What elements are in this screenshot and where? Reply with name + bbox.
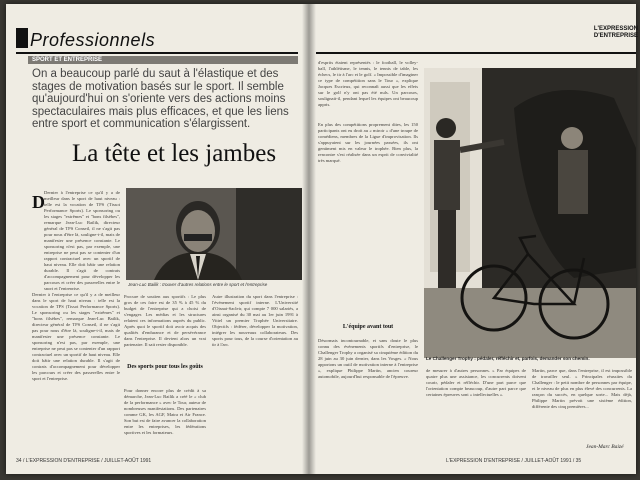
left-page-footer: 34 / L'EXPRESSION D'ENTREPRISE / JUILLET-AOÛT 1991 [16,458,152,464]
rubric-title: Professionnels [30,30,156,50]
cyclist-illustration [424,68,636,358]
portrait-photo [126,188,302,280]
right-column-4: de mesurer à d'autres personnes. » Par équipes de quatre plus une assistance, les concurrents doivent courir, pédaler et réfléchir. D'une part parce que l'orientation compte beaucoup, d'autre part parce que certaines épreuves sont « intellectuelles ». [426,368,526,397]
drop-cap: D [32,192,45,212]
left-column-4: Autre illustration du sport dans l'entreprise : l'événement sportif interne. L'Université d'Oisnat-Sacleir, qui compte 7 000 salariés, a ainsi organisé du 30 mai au 1er juin 1991 à Vittel un premier Trophée Universitaire. Objectifs : fédérer, développer la motivation, intégrer les nouveaux collaborateurs. Des sports pour tous, de la course d'orientation au tir à l'arc. [212,294,298,347]
cyclist-caption: Le Challenger Trophy : pédaler, réfléchir et, parfois, demander son chemin. [426,356,590,361]
magazine-logo [554,26,638,40]
left-column-3: Pour donner encore plus de crédit à sa démarche, Jean-Luc Bailik a créé le « club de la performance » avec le Tour, auteur de nombreuses manifestations. Des partenaires comme GK, les AGF, Matra et Air France. Son but est de faire avancer la collaboration entre les entreprises, les fédérations sportives et les formateurs. [124,388,206,435]
right-subhead: L'équipe avant tout [342,324,394,330]
article-headline: La tête et les jambes [72,140,277,167]
right-column-3: Désormais incontournable, et sans doute le plus connu des événements sportifs d'entreprise, le Challenger Trophy a organisé sa cinquième édition du 28 juin au 30 juin dernier, dans les Vosges. « Nous apportons un outil de motivation interne à l'entreprise », explique Philippe Martin, ancien coureur automobile, aujourd'hui responsable de l'épreuve. [318,338,418,379]
portrait-illustration [126,188,302,280]
cyclist-photo [424,68,636,358]
portrait-caption: Jean-Luc Bailik : trouver d'autres relations entre le sport et l'entreprise [128,282,268,287]
rubric-rule [16,52,298,54]
section-label: SPORT ET ENTREPRISE [28,56,298,64]
magazine-spread [6,4,636,474]
rubric-marker [16,28,28,48]
right-header-rule [316,52,636,54]
left-column-1-bottom: Dernier à l'entreprise ce qu'il y a de meilleur dans le sport de haut niveau : telle est la vocation de TPS (Tissot Performance Sports). Le sponsoring ou les stages "extrêmes" et "bons filsèbes", remarque Jean-Luc Bailik, directeur général de TPS Conseil, il ne s'agit pas pour nous d'être là, souligne-t-il, mais de manifester une présence constante. Le sponsoring n'est pas, par exemple, une entreprise ne peut pas se contenter d'un rapport contractuel avec un sportif de haut niveau. Elle doit bâtir une relation durable. Il s'agit de contrats d'accompagnement pour développer les parcours et créer des passerelles entre le sport et l'entreprise. [32,292,120,381]
logo-line-2: D'ENTREPRISE [593,33,638,39]
page-gutter [302,4,316,474]
right-column-1: d'esprits étaient représentés : le football, le volley-ball, l'athlétisme, le tennis, le tennis de table, les échecs, le tir à l'arc et le golf. « Impossible d'imaginer ce type de compétition sans le Tour », explique Jacques Escrieux, qui reconnaît aussi que les effets sur le golf n'y ont pas été nuls. Un parcours, soulignait-il, pendant lequel les équipes ont beaucoup appris. [318,60,418,107]
logo-line-1: L'EXPRESSION [593,26,638,32]
right-column-2: En plus des compétitions proprement dites, les 150 participants ont eu droit au « miroir » d'une troupe de comédiens, membres de la Ligue d'improvisation. Ils s'appuyaient sur les journées passées, ils ont gentiment mis en valeur le trophée. Bien plus, la rencontre s'est réalisée dans un esprit de convivialité très marqué. [318,122,418,163]
left-column-1-top: Dernier à l'entreprise ce qu'il y a de meilleur dans le sport de haut niveau : telle est la vocation de TPS (Tissot Performance Sports). Le sponsoring ou les stages "extrêmes" et "bons filsèbes", remarque Jean-Luc Bailik, directeur général de TPS Conseil, il ne s'agit pas pour nous d'être là, souligne-t-il, mais de manifester une présence constante. Le sponsoring n'est pas, par exemple, une entreprise ne peut pas se contenter d'un rapport contractuel avec un sportif de haut niveau. Elle doit bâtir une relation durable. Il s'agit de contrats d'accompagnement pour développer les parcours et créer des passerelles entre le sport et l'entreprise. [44,190,120,290]
left-column-2: Procure de soutien aux sportifs : Le plus gros de ces faire est de 35 % à 45 % du budget de l'entreprise qui a choisi de s'engager. Les médias et les structures relaient ces informations auprès du public. Après quoi le sportif doit avoir acquis des qualités d'endurance et de persévérance dans l'entreprise. Il devient alors un vrai partenaire. Il sait rester disponible. [124,294,206,347]
right-column-5: Martin, parce que, dans l'entreprise, il est impossible de travailler seul. » Principales réussites du Challenger : le petit nombre de personnes par équipe, et le niveau de plus en plus élevé des concurrents. La rançon du succès, en quelque sorte... Mais déjà, Philippe Martin prévoit une sixième édition, différente des cinq premières... [532,368,632,409]
right-page-footer: L'EXPRESSION D'ENTREPRISE / JUILLET-AOÛT 1991 / 35 [446,458,582,464]
author-signature: Jean-Marc Baizé [586,444,624,450]
intro-paragraph: On a beaucoup parlé du saut à l'élastique et des stages de motivation basés sur le sport. Il semble qu'aujourd'hui on s'oriente vers des actions moins spectaculaires mais plus efficaces, et que les liens entre sport et communication s'élargissent. [32,68,289,130]
left-subhead: Des sports pour tous les goûts [127,364,203,370]
